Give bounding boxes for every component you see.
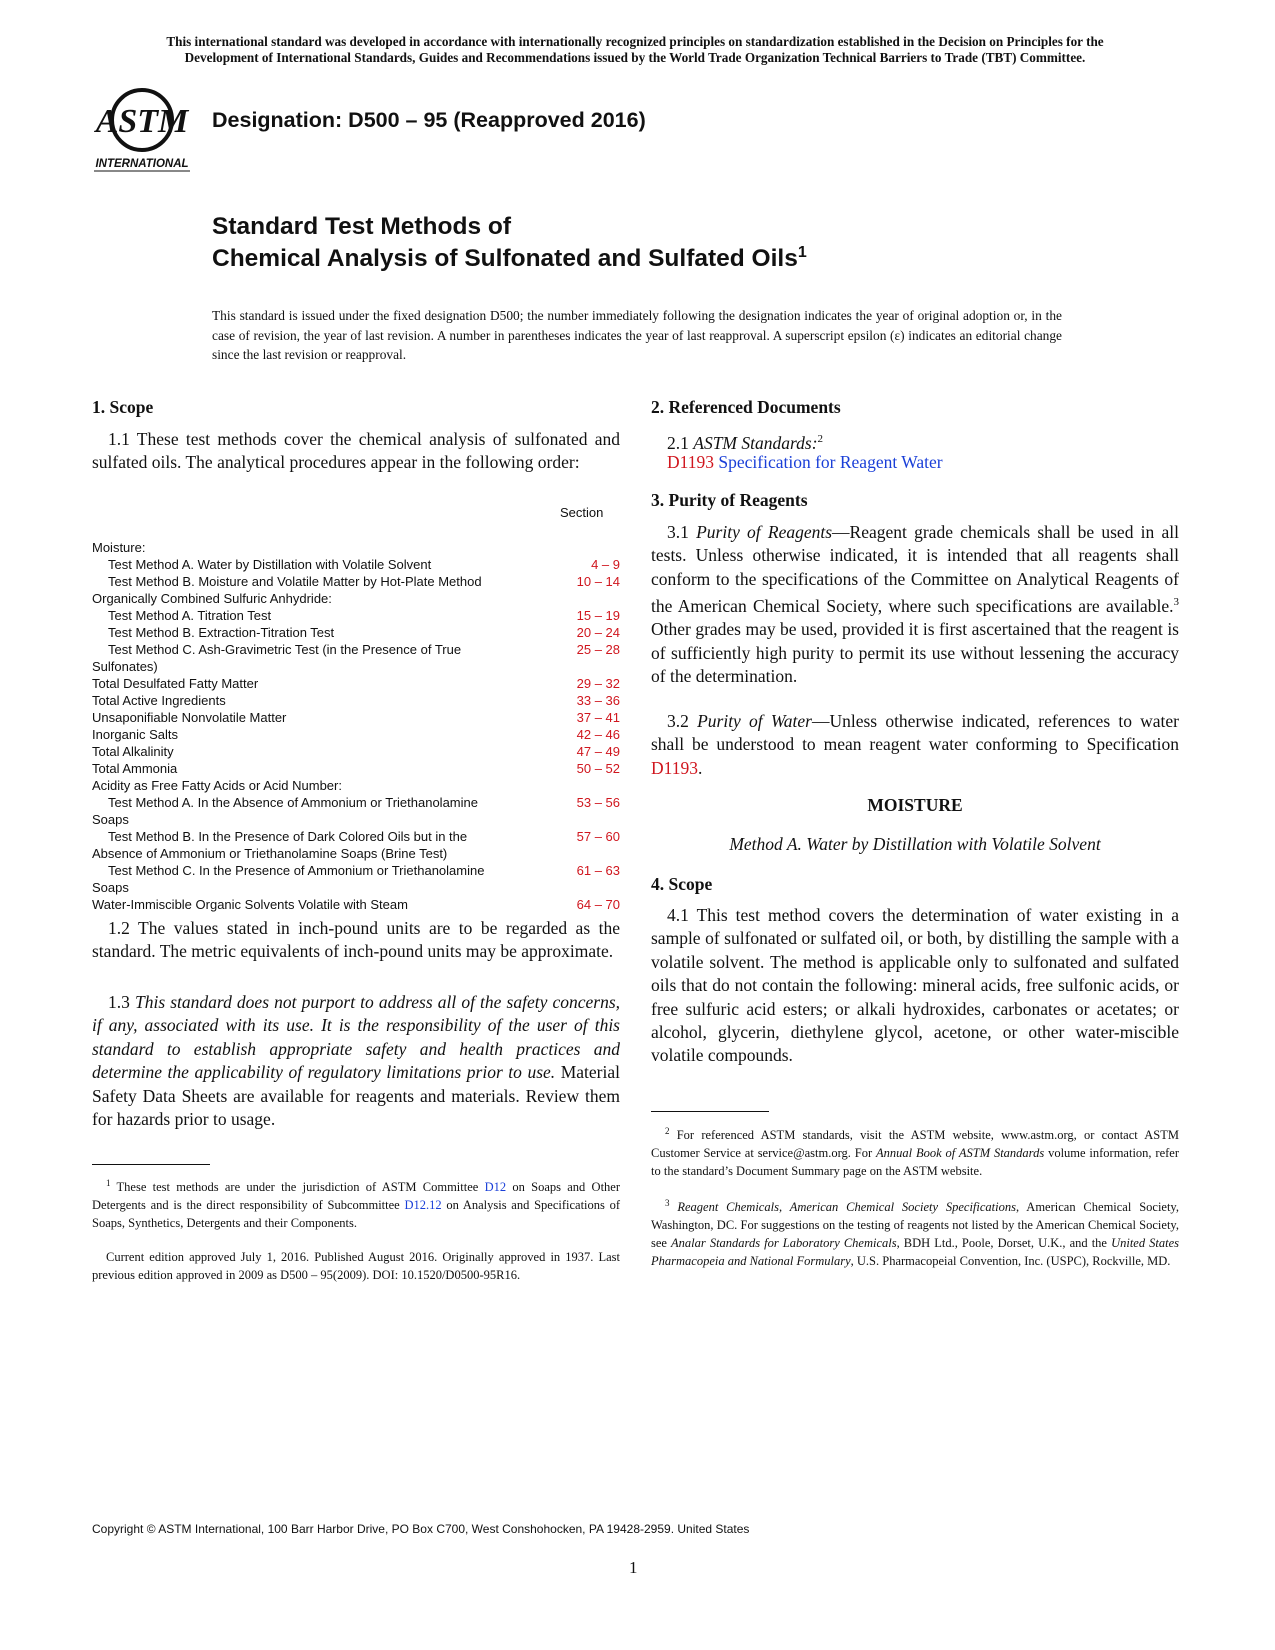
ref-title[interactable]: Specification for Reagent Water — [718, 452, 943, 472]
toc-label: Test Method B. Extraction-Titration Test — [108, 625, 335, 640]
toc-label: Test Method A. Water by Distillation with Volatile Solvent — [108, 557, 432, 572]
footnote-3 — [651, 1194, 1179, 1270]
toc-label: Total Alkalinity — [92, 744, 174, 759]
para-1-3-rest: Material Safety Data Sheets are available for reagents and materials. Review them for hazards prior to usage. — [92, 1062, 620, 1130]
toc-label: Test Method C. Ash-Gravimetric Test (in the Presence of True — [108, 642, 462, 657]
spec-link-d1193[interactable]: D1193 — [651, 757, 698, 778]
moisture-heading: MOISTURE — [867, 795, 963, 815]
astm-standards-label: ASTM Standards: — [693, 432, 818, 453]
toc-section-link[interactable]: 64 – 70 — [576, 897, 620, 912]
title-line-2 — [212, 244, 807, 273]
reagent-chemicals-title: Reagent Chemicals, American Chemical Society Specifications — [677, 1200, 1016, 1215]
toc-section-link[interactable]: 4 – 9 — [591, 557, 620, 572]
footnote-1-mark: 1 — [106, 1178, 111, 1188]
footnote-3-text-c: , U.S. Pharmacopeial Convention, Inc. (USPC), Rockville, MD. — [850, 1254, 1171, 1269]
toc-label: Absence of Ammonium or Triethanolamine Soaps (Brine Test) — [92, 846, 448, 861]
toc-label: Water-Immiscible Organic Solvents Volatile with Steam — [92, 897, 408, 912]
footnote-1-text-a: These test methods are under the jurisdiction of ASTM Committee — [116, 1180, 479, 1195]
wto-notice-line-1: This international standard was developed in accordance with internationally recognized principles on standardization established in the Decision on Principles for the — [166, 34, 1104, 49]
para-3-2: 3.2 Purity of Water—Unless otherwise indicated, references to water shall be understood to mean reagent water conforming to Specification D1193. — [651, 711, 1180, 778]
toc-label: Total Active Ingredients — [92, 693, 226, 708]
section-1-heading: 1. Scope — [92, 397, 154, 417]
footnote-3-text-b: , BDH Ltd., Poole, Dorset, U.K., and the — [896, 1236, 1107, 1251]
designation: Designation: D500 – 95 (Reapproved 2016) — [212, 108, 646, 132]
wto-notice — [90, 34, 1180, 66]
title-line-1: Standard Test Methods of — [212, 213, 512, 240]
footnote-rule-left — [92, 1164, 210, 1165]
para-3-2-number: 3.2 — [667, 711, 689, 731]
pharmacopeia-title: United States Pharmacopeia and National Formulary — [651, 1236, 1180, 1269]
annual-book-title: Annual Book of ASTM Standards — [875, 1146, 1045, 1161]
toc-section-link[interactable]: 61 – 63 — [576, 863, 620, 878]
title-line-2-text: Chemical Analysis of Sulfonated and Sulfated Oils — [212, 245, 798, 273]
logo-international-text: INTERNATIONAL — [95, 158, 189, 170]
referenced-document[interactable] — [667, 451, 943, 474]
toc-label: Inorganic Salts — [92, 727, 178, 742]
para-1-3 — [92, 991, 620, 1131]
toc-section-link[interactable]: 29 – 32 — [576, 676, 620, 691]
astm-logo-letters: ASTM — [95, 103, 189, 140]
toc-section-link[interactable]: 15 – 19 — [576, 608, 620, 623]
toc-label: Sulfonates) — [92, 659, 158, 674]
issue-note: This standard is issued under the fixed designation D500; the number immediately following the designation indicates the year of original adoption or, in the case of revision, the year of last revision. A number in parentheses indicates the year of last reapproval. A superscript epsilon (ε) indicates an editorial change since the last revision or reapproval. — [212, 308, 1062, 362]
toc-label: Test Method B. Moisture and Volatile Matter by Hot-Plate Method — [108, 574, 482, 589]
toc-label: Unsaponifiable Nonvolatile Matter — [92, 710, 287, 725]
section-3-heading: 3. Purity of Reagents — [651, 490, 808, 510]
footnote-2-text-b: volume information, refer to the standard’s Document Summary page on the ASTM website. — [651, 1146, 1179, 1179]
toc-section-link[interactable]: 53 – 56 — [576, 795, 620, 810]
toc-section-link[interactable]: 42 – 46 — [576, 727, 620, 742]
para-2-1-number: 2.1 — [667, 432, 689, 453]
purity-of-reagents-label: Purity of Reagents — [696, 522, 833, 542]
para-4-1: 4.1 This test method covers the determination of water existing in a sample of sulfonated or sulfated oil, or both, by distilling the sample with a volatile solvent. The method is applicable only to sulfonated and sulfated oils that do not contain the following: mineral acids, free sulfonic acids, or free sulfuric acid esters; or alkali hydroxides, carbonates or acetates; or alcohol, glycerin, diethylene glycol, acetone, or other water-miscible volatile compounds. — [651, 905, 1179, 1066]
astm-logo — [92, 82, 196, 174]
toc-section-link[interactable]: 33 – 36 — [576, 693, 620, 708]
toc-section-link[interactable]: 57 – 60 — [576, 829, 620, 844]
toc-section-link[interactable]: 47 – 49 — [576, 744, 620, 759]
toc-section-link[interactable]: 20 – 24 — [576, 625, 620, 640]
section-2-heading: 2. Referenced Documents — [651, 397, 841, 417]
toc-label: Test Method C. In the Presence of Ammonium or Triethanolamine — [108, 863, 485, 878]
footnote-2-text-a: For referenced ASTM standards, visit the ASTM website, www.astm.org, or contact ASTM Customer Service at service@astm.org. For — [651, 1128, 1180, 1161]
toc-label: Test Method A. In the Absence of Ammonium or Triethanolamine — [108, 795, 478, 810]
para-3-1-text-a: —Reagent grade chemicals shall be used in all tests. Unless otherwise indicated, it is intended that all reagents shall conform to the specifications of the Committee on Analytical Reagents of the American Chemical Society, where such specifications are available. — [651, 522, 1179, 617]
wto-notice-line-2: Development of International Standards, Guides and Recommendations issued by the World Trade Organization Technical Barriers to Trade (TBT) Committee. — [184, 50, 1086, 65]
footnote-1-text-c: on Analysis and Specifications of Soaps, Synthetics, Detergents and their Components. — [92, 1198, 621, 1231]
toc-label: Soaps — [92, 880, 129, 895]
toc-label: Acidity as Free Fatty Acids or Acid Number: — [92, 778, 342, 793]
footnote-3-text-a: , American Chemical Society, Washington, DC. For suggestions on the testing of reagents not listed by the American Chemical Society, see — [651, 1200, 1179, 1251]
toc-section-link[interactable]: 10 – 14 — [576, 574, 620, 589]
toc-section-link[interactable]: 37 – 41 — [576, 710, 620, 725]
para-1-1: 1.1 These test methods cover the chemical analysis of sulfonated and sulfated oils. The analytical procedures appear in the following order: — [92, 429, 620, 473]
toc-label: Total Ammonia — [92, 761, 178, 776]
edition-note: Current edition approved July 1, 2016. Published August 2016. Originally approved in 1937. Last previous edition approved in 2009 as D500 – 95(2009). DOI: 10.1520/D0500-95R16. — [92, 1250, 620, 1282]
subcommittee-link-d12-12[interactable]: D12.12 — [404, 1198, 442, 1213]
toc-label: Moisture: — [92, 540, 146, 555]
toc-label: Total Desulfated Fatty Matter — [92, 676, 259, 691]
para-3-1-text-b: Other grades may be used, provided it is first ascertained that the reagent is of sufficiently high purity to permit its use without lessening the accuracy of the determination. — [651, 619, 1179, 687]
method-a-heading: Method A. Water by Distillation with Volatile Solvent — [729, 834, 1101, 854]
title-footnote-mark: 1 — [797, 244, 807, 261]
toc-section-header: Section — [560, 505, 604, 520]
toc-label: Test Method B. In the Presence of Dark Colored Oils but in the — [108, 829, 468, 844]
footnote-2 — [651, 1122, 1179, 1180]
ref-code-d1193[interactable]: D1193 — [667, 452, 714, 472]
para-3-2-text: —Unless otherwise indicated, references to water shall be understood to mean reagent water conforming to Specification — [651, 711, 1180, 755]
footnote-2-mark: 2 — [665, 1126, 670, 1136]
astm-logo-icon — [92, 82, 196, 174]
para-1-3-number: 1.3 — [108, 992, 130, 1012]
section-4-heading: 4. Scope — [651, 874, 713, 894]
para-3-1 — [651, 521, 1179, 689]
footnote-rule-right — [651, 1111, 769, 1112]
footnote-1-text-b: on Soaps and Other Detergents and is the direct responsibility of Subcommittee — [92, 1180, 621, 1213]
para-1-3-caveat: This standard does not purport to address all of the safety concerns, if any, associated with its use. It is the responsibility of the user of this standard to establish appropriate safety and health practices and determine the applicability of regulatory limitations prior to use. — [92, 992, 621, 1083]
toc-label: Soaps — [92, 812, 129, 827]
footnote-2-ref: 2 — [817, 433, 824, 445]
footnote-3-mark: 3 — [665, 1198, 670, 1208]
para-1-2: 1.2 The values stated in inch-pound units are to be regarded as the standard. The metric equivalents of inch-pound units may be approximate. — [92, 918, 620, 962]
toc-section-link[interactable]: 25 – 28 — [576, 642, 620, 657]
copyright: Copyright © ASTM International, 100 Barr Harbor Drive, PO Box C700, West Conshohocken, PA 19428-2959. United States — [92, 1522, 750, 1536]
purity-of-water-label: Purity of Water — [697, 711, 812, 731]
footnote-3-ref: 3 — [1173, 596, 1179, 609]
committee-link-d12[interactable]: D12 — [484, 1180, 507, 1195]
toc-label: Test Method A. Titration Test — [108, 608, 272, 623]
toc-section-link[interactable]: 50 – 52 — [576, 761, 620, 776]
page-number: 1 — [629, 1558, 638, 1577]
analar-standards-title: Analar Standards for Laboratory Chemicals — [671, 1236, 897, 1251]
para-3-1-number: 3.1 — [667, 522, 689, 542]
toc-label: Organically Combined Sulfuric Anhydride: — [92, 591, 332, 606]
footnote-1 — [92, 1174, 620, 1232]
